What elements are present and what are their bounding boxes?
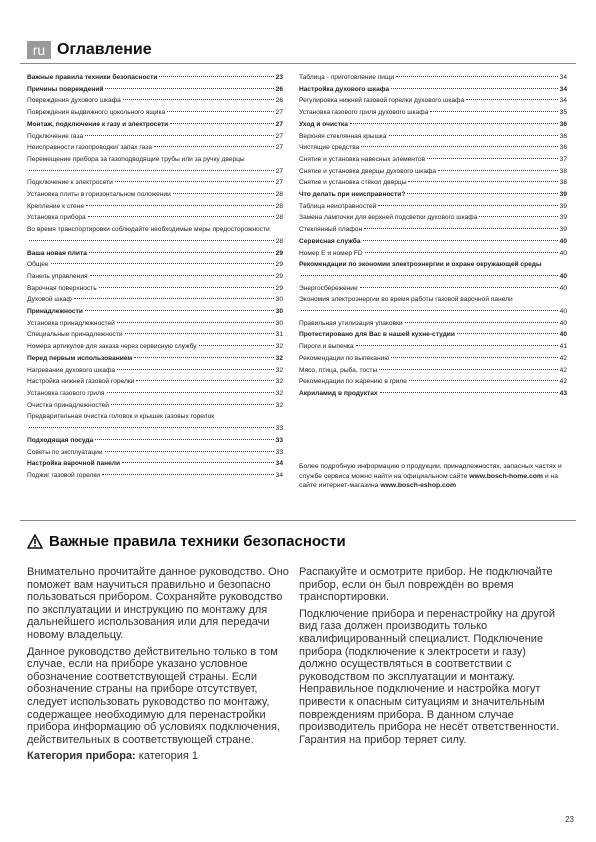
toc-entry[interactable] bbox=[299, 248, 567, 260]
toc-page-number: 32 bbox=[275, 354, 283, 362]
info-note bbox=[299, 462, 567, 491]
toc-leader-dots bbox=[90, 275, 274, 276]
toc-entry[interactable] bbox=[299, 224, 567, 236]
toc-leader-dots bbox=[378, 205, 557, 206]
toc-page-number: 40 bbox=[559, 308, 567, 316]
section-heading bbox=[27, 533, 346, 550]
toc-leader-dots bbox=[360, 287, 558, 288]
toc-page-number: 29 bbox=[275, 249, 283, 257]
toc-left-column bbox=[27, 72, 283, 482]
toc-page-number: 43 bbox=[559, 389, 567, 397]
toc-leader-dots bbox=[466, 99, 558, 100]
toc-leader-dots bbox=[86, 205, 274, 206]
toc-entry-title: Чистящие средства bbox=[299, 144, 360, 152]
toc-entry-title: Причины повреждений bbox=[27, 85, 104, 93]
toc-leader-dots bbox=[107, 392, 274, 393]
toc-entry-title: Снятие и установка стёкол дверцы bbox=[299, 179, 407, 187]
toc-entry-title: Подключение газа bbox=[27, 132, 84, 140]
toc-entry-title: Мясо, птица, рыба, тосты bbox=[299, 366, 378, 374]
toc-page-number: 39 bbox=[559, 202, 567, 210]
toc-entry[interactable] bbox=[299, 84, 567, 96]
toc-leader-dots bbox=[407, 193, 557, 194]
toc-entry-title: Экономия электроэнергии во время работы газовой варочной панели bbox=[299, 296, 513, 304]
toc-page-number: 41 bbox=[559, 343, 567, 351]
toc-entry[interactable] bbox=[27, 283, 283, 295]
toc-entry[interactable] bbox=[27, 189, 283, 201]
toc-leader-dots bbox=[115, 181, 274, 182]
toc-page-number: 32 bbox=[275, 366, 283, 374]
toc-entry[interactable] bbox=[27, 411, 283, 434]
toc-leader-dots bbox=[391, 88, 557, 89]
toc-entry[interactable] bbox=[299, 212, 567, 224]
toc-entry[interactable] bbox=[27, 341, 283, 353]
page-header bbox=[27, 40, 152, 60]
toc-entry-title: Что делать при неисправности? bbox=[299, 191, 406, 199]
toc-entry[interactable] bbox=[27, 470, 283, 482]
toc-entry-title: Подходящая посуда bbox=[27, 436, 94, 444]
toc-entry[interactable] bbox=[299, 107, 567, 119]
toc-entry[interactable] bbox=[27, 271, 283, 283]
toc-leader-dots bbox=[105, 451, 274, 452]
toc-entry-title: Установка принадлежностей bbox=[27, 319, 115, 327]
toc-entry-title: Рекомендации по экономии электроэнергии и охране окружающей среды bbox=[299, 261, 542, 269]
body-left-column bbox=[27, 566, 289, 767]
toc-entry[interactable] bbox=[27, 84, 283, 96]
warning-icon bbox=[27, 534, 43, 549]
toc-entry[interactable] bbox=[27, 435, 283, 447]
toc-page-number: 28 bbox=[275, 191, 283, 199]
toc-page-number: 28 bbox=[275, 214, 283, 222]
toc-leader-dots bbox=[361, 146, 557, 147]
toc-leader-dots bbox=[380, 392, 558, 393]
toc-leader-dots bbox=[136, 380, 273, 381]
toc-entry[interactable] bbox=[27, 131, 283, 143]
toc-entry[interactable] bbox=[27, 376, 283, 388]
toc-page-number: 34 bbox=[559, 97, 567, 105]
toc-leader-dots bbox=[479, 216, 557, 217]
toc-entry[interactable] bbox=[27, 365, 283, 377]
toc-entry[interactable] bbox=[27, 259, 283, 271]
toc-leader-dots bbox=[364, 228, 558, 229]
paragraph: Подключение прибора и перенастройку на другой вид газа должен производить только квалифицированный специалист. Подключение прибора (подключение к электросети и газу) должно осуществляться в соответствии с руководством по эксплуатации и монтажу. Неправильное подключение и настройка могут привести к опасным ситуациям и значительным повреждениям прибора. В данном случае производитель прибора не несёт ответственности. Гарантия на прибор теряет силу. bbox=[299, 607, 560, 746]
toc-leader-dots bbox=[438, 170, 558, 171]
toc-leader-dots bbox=[125, 333, 274, 334]
toc-entry[interactable] bbox=[27, 119, 283, 131]
toc-leader-dots bbox=[365, 252, 558, 253]
toc-entry[interactable] bbox=[299, 341, 567, 353]
category-label: Категория прибора: bbox=[27, 750, 136, 763]
toc-entry[interactable] bbox=[299, 329, 567, 341]
toc-leader-dots bbox=[105, 88, 273, 89]
toc-entry[interactable] bbox=[27, 318, 283, 330]
toc-page-number: 32 bbox=[275, 378, 283, 386]
toc-entry-title: Принадлежности bbox=[27, 308, 83, 316]
toc-page-number: 36 bbox=[559, 120, 567, 128]
toc-entry[interactable] bbox=[27, 248, 283, 260]
toc-entry-title: Варочная поверхность bbox=[27, 284, 97, 292]
toc-page-number: 34 bbox=[275, 471, 283, 479]
toc-entry[interactable] bbox=[27, 447, 283, 459]
toc-page-number: 31 bbox=[275, 331, 283, 339]
toc-entry-title: Перед первым использованием bbox=[27, 354, 133, 362]
toc-entry-title: Сервисная служба bbox=[299, 237, 361, 245]
toc-entry-title: Верхняя стеклянная крышка bbox=[299, 132, 387, 140]
toc-page-number: 40 bbox=[559, 284, 567, 292]
paragraph: Внимательно прочитайте данное руководство. Оно поможет вам научиться правильно и безопасно пользоваться прибором. Сохраняйте руководство по эксплуатации и инструкцию по монтажу для дальнейшего использования или для передачи новому владельцу. bbox=[27, 566, 289, 641]
toc-entry-title: Специальные принадлежности bbox=[27, 331, 123, 339]
toc-leader-dots bbox=[88, 216, 274, 217]
toc-leader-dots bbox=[154, 146, 274, 147]
toc-leader-dots bbox=[95, 439, 273, 440]
toc-leader-dots bbox=[74, 298, 274, 299]
toc-leader-dots bbox=[356, 345, 558, 346]
toc-entry-title: Во время транспортировки соблюдайте необходимые меры предосторожности bbox=[27, 226, 270, 234]
toc-page-number: 27 bbox=[275, 144, 283, 152]
toc-entry-title: Правильная утилизация упаковки bbox=[299, 319, 403, 327]
toc-entry-title: Настройка духового шкафа bbox=[299, 85, 390, 93]
toc-entry[interactable] bbox=[299, 353, 567, 365]
toc-entry[interactable] bbox=[299, 131, 567, 143]
toc-entry-title: Стеклянный плафон bbox=[299, 226, 363, 234]
toc-entry-title: Крепление к стене bbox=[27, 202, 85, 210]
toc-entry-title: Протестировано для Вас в нашей кухне-студии bbox=[299, 331, 455, 339]
toc-page-number: 40 bbox=[559, 249, 567, 257]
toc-entry[interactable] bbox=[27, 142, 283, 154]
toc-entry[interactable] bbox=[27, 294, 283, 306]
toc-entry-title: Энергосбережение bbox=[299, 284, 358, 292]
toc-entry-title: Монтаж, подключение к газу и электросети bbox=[27, 120, 169, 128]
toc-entry-title: Настройка варочной панели bbox=[27, 460, 121, 468]
toc-entry-title: Регулировка нижней газовой горелки духового шкафа bbox=[299, 97, 465, 105]
toc-entry-title: Ваша новая плита bbox=[27, 249, 87, 257]
toc-leader-dots bbox=[85, 310, 274, 311]
toc-page-number: 28 bbox=[275, 202, 283, 210]
toc-leader-dots bbox=[122, 462, 274, 463]
toc-leader-dots bbox=[89, 252, 274, 253]
toc-entry-title: Таблица неисправностей bbox=[299, 202, 377, 210]
toc-page-number: 27 bbox=[275, 179, 283, 187]
toc-page-number: 26 bbox=[275, 85, 283, 93]
toc-page-number: 34 bbox=[275, 460, 283, 468]
toc-leader-dots bbox=[405, 322, 558, 323]
toc-leader-dots bbox=[29, 427, 274, 428]
toc-page-number: 40 bbox=[559, 331, 567, 339]
toc-entry[interactable] bbox=[299, 376, 567, 388]
toc-leader-dots bbox=[170, 123, 273, 124]
toc-entry-title: Рекомендации по выпеканию bbox=[299, 354, 390, 362]
toc-entry[interactable] bbox=[299, 318, 567, 330]
toc-leader-dots bbox=[391, 357, 557, 358]
toc-page-number: 32 bbox=[275, 389, 283, 397]
toc-entry[interactable] bbox=[27, 388, 283, 400]
toc-page-number: 35 bbox=[559, 109, 567, 117]
category-line bbox=[27, 750, 289, 763]
toc-page-number: 33 bbox=[275, 448, 283, 456]
toc-leader-dots bbox=[396, 76, 558, 77]
toc-leader-dots bbox=[102, 474, 274, 475]
toc-leader-dots bbox=[111, 404, 274, 405]
toc-entry-title: Духовой шкаф bbox=[27, 296, 72, 304]
section-divider bbox=[20, 520, 576, 521]
toc-entry[interactable] bbox=[299, 72, 567, 84]
toc-entry-title: Предварительная очистка головок и крышек газовых горелок bbox=[27, 413, 215, 421]
toc-entry-title: Акриламид в продуктах bbox=[299, 389, 378, 397]
toc-entry[interactable] bbox=[27, 107, 283, 119]
toc-entry-title: Таблица - приготовление пищи bbox=[299, 74, 395, 81]
toc-entry-title: Панель управления bbox=[27, 272, 88, 280]
toc-entry[interactable] bbox=[27, 224, 283, 247]
toc-entry-title: Повреждения выдвижного цокольного ящика bbox=[27, 109, 166, 117]
toc-page-number: 29 bbox=[275, 261, 283, 269]
toc-page-number: 40 bbox=[559, 272, 567, 280]
toc-entry-title: Снятие и установка навесных элементов bbox=[299, 155, 426, 163]
toc-page-number: 34 bbox=[559, 74, 567, 81]
toc-page-number: 32 bbox=[275, 401, 283, 409]
toc-page-number: 39 bbox=[559, 226, 567, 234]
toc-page-number: 29 bbox=[275, 284, 283, 292]
toc-entry-title: Снятие и установка дверцы духового шкафа bbox=[299, 167, 437, 175]
toc-entry-title: Подключение к электросети bbox=[27, 179, 113, 187]
toc-entry[interactable] bbox=[299, 95, 567, 107]
toc-page-number: 34 bbox=[559, 85, 567, 93]
toc-page-number: 38 bbox=[559, 179, 567, 187]
toc-page-number: 33 bbox=[275, 436, 283, 444]
toc-entry-title: Установка прибора bbox=[27, 214, 86, 222]
toc-entry-title: Установка газового гриля духового шкафа bbox=[299, 109, 429, 117]
toc-entry[interactable] bbox=[299, 201, 567, 213]
toc-leader-dots bbox=[199, 345, 274, 346]
toc-entry-title: Уход и очистка bbox=[299, 120, 348, 128]
toc-entry[interactable] bbox=[299, 189, 567, 201]
toc-page-number: 30 bbox=[275, 319, 283, 327]
toc-page-number: 23 bbox=[275, 74, 283, 81]
toc-entry[interactable] bbox=[27, 154, 283, 177]
toc-page-number: 37 bbox=[559, 155, 567, 163]
toc-page-number: 40 bbox=[559, 237, 567, 245]
toc-page-number: 30 bbox=[275, 296, 283, 304]
toc-page-number: 32 bbox=[275, 343, 283, 351]
page-title: Оглавление bbox=[57, 41, 152, 58]
toc-entry[interactable] bbox=[299, 236, 567, 248]
toc-entry-title: Перемещение прибора за газоподводящие трубы или за ручку дверцы bbox=[27, 155, 245, 163]
toc-page-number: 28 bbox=[275, 237, 283, 245]
toc-entry[interactable] bbox=[299, 259, 567, 282]
toc-entry-title: Установка плиты в горизонтальном положении bbox=[27, 191, 171, 199]
toc-entry-title: Рекомендации по жарению в гриле bbox=[299, 378, 407, 386]
toc-entry-title: Номер E и номер FD bbox=[299, 249, 363, 257]
toc-entry-title: Настройка нижней газовой горелки bbox=[27, 378, 135, 386]
toc-page-number: 42 bbox=[559, 378, 567, 386]
toc-page-number: 38 bbox=[559, 167, 567, 175]
toc-entry[interactable] bbox=[299, 388, 567, 400]
toc-page-number: 40 bbox=[559, 319, 567, 327]
toc-leader-dots bbox=[85, 135, 273, 136]
toc-entry-title: Установка газового гриля bbox=[27, 389, 105, 397]
language-badge: ru bbox=[27, 41, 51, 59]
toc-leader-dots bbox=[350, 123, 558, 124]
toc-leader-dots bbox=[389, 135, 558, 136]
toc-page-number: 27 bbox=[275, 132, 283, 140]
toc-page-number: 26 bbox=[275, 97, 283, 105]
toc-entry-title: Очистка принадлежностей bbox=[27, 401, 109, 409]
toc-leader-dots bbox=[173, 193, 274, 194]
toc-leader-dots bbox=[430, 111, 557, 112]
toc-leader-dots bbox=[134, 357, 273, 358]
page-number: 23 bbox=[565, 815, 574, 824]
paragraph: Данное руководство действительно только в том случае, если на приборе указано условное обозначение соответствующей страны. Если обозначение страны на приборе отсутствует, следует использовать руководство по монтажу, содержащее необходимую для перенастройки прибора информацию об условиях подключения, действительных в соответствующей стране. bbox=[27, 645, 281, 746]
toc-leader-dots bbox=[117, 322, 274, 323]
toc-leader-dots bbox=[457, 333, 558, 334]
toc-page-number: 33 bbox=[275, 425, 283, 433]
toc-entry-title: Неисправности газопроводки/ запах газа bbox=[27, 144, 152, 152]
toc-entry[interactable] bbox=[27, 353, 283, 365]
toc-entry[interactable] bbox=[27, 212, 283, 224]
toc-page-number: 27 bbox=[275, 109, 283, 117]
toc-page-number: 36 bbox=[559, 132, 567, 140]
toc-entry[interactable] bbox=[299, 365, 567, 377]
info-text-2: и на сайте интернет-магазина bbox=[299, 472, 559, 489]
eshop-link[interactable]: www.bosch-eshop.com bbox=[380, 482, 456, 489]
body-right-column bbox=[299, 566, 561, 750]
toc-entry[interactable] bbox=[27, 201, 283, 213]
toc-leader-dots bbox=[301, 275, 558, 276]
toc-leader-dots bbox=[51, 263, 274, 264]
toc-leader-dots bbox=[409, 380, 558, 381]
toc-leader-dots bbox=[408, 181, 557, 182]
toc-entry-title: Советы по эксплуатации bbox=[27, 448, 103, 456]
toc-right-column bbox=[299, 72, 567, 400]
toc-page-number: 42 bbox=[559, 366, 567, 374]
toc-entry[interactable] bbox=[299, 177, 567, 189]
toc-page-number: 30 bbox=[275, 308, 283, 316]
section-title: Важные правила техники безопасности bbox=[49, 533, 346, 550]
website-link[interactable]: www.bosch-home.com bbox=[469, 472, 543, 480]
toc-entry-title: Важные правила техники безопасности bbox=[27, 74, 158, 81]
toc-entry[interactable] bbox=[299, 142, 567, 154]
toc-page-number: 27 bbox=[275, 167, 283, 175]
toc-page-number: 42 bbox=[559, 354, 567, 362]
toc-entry[interactable] bbox=[299, 154, 567, 166]
toc-leader-dots bbox=[301, 310, 558, 311]
toc-leader-dots bbox=[29, 170, 274, 171]
toc-entry[interactable] bbox=[27, 72, 283, 84]
toc-entry[interactable] bbox=[299, 283, 567, 295]
toc-page-number: 36 bbox=[559, 144, 567, 152]
toc-entry-title: Замена лампочки для верхней подсветки духового шкафа bbox=[299, 214, 478, 222]
toc-entry-title: Пироги и выпечка bbox=[299, 343, 354, 351]
toc-entry[interactable] bbox=[27, 400, 283, 412]
info-text-1: Более подробную информацию о продукции, принадлежностях, запасных частях и службе сервиса можно найти на официальном сайте bbox=[299, 463, 562, 480]
toc-leader-dots bbox=[99, 287, 274, 288]
toc-entry[interactable] bbox=[299, 294, 567, 317]
toc-leader-dots bbox=[29, 240, 274, 241]
toc-entry[interactable] bbox=[27, 329, 283, 341]
toc-leader-dots bbox=[167, 111, 274, 112]
toc-entry[interactable] bbox=[27, 306, 283, 318]
toc-leader-dots bbox=[379, 369, 557, 370]
category-value: категория 1 bbox=[135, 750, 199, 763]
toc-entry[interactable] bbox=[299, 166, 567, 178]
toc-page-number: 29 bbox=[275, 272, 283, 280]
toc-leader-dots bbox=[117, 369, 274, 370]
toc-leader-dots bbox=[123, 99, 274, 100]
toc-entry-title: Поджиг газовой горелки bbox=[27, 471, 100, 479]
toc-page-number: 39 bbox=[559, 191, 567, 199]
toc-leader-dots bbox=[427, 158, 558, 159]
toc-entry-title: Номера артикулов для заказа через сервисную службу bbox=[27, 343, 197, 351]
toc-entry-title: Повреждения духового шкафа bbox=[27, 97, 121, 105]
toc-page-number: 39 bbox=[559, 214, 567, 222]
header-divider bbox=[20, 63, 576, 64]
toc-page-number: 27 bbox=[275, 120, 283, 128]
toc-leader-dots bbox=[363, 240, 558, 241]
toc-entry-title: Нагревание духового шкафа bbox=[27, 366, 116, 374]
toc-leader-dots bbox=[159, 76, 273, 77]
toc-entry-title: Общее bbox=[27, 261, 49, 269]
toc-entry[interactable] bbox=[27, 95, 283, 107]
toc-entry[interactable] bbox=[299, 119, 567, 131]
toc-entry[interactable] bbox=[27, 458, 283, 470]
paragraph: Распакуйте и осмотрите прибор. Не подключайте прибор, если он был повреждён во время транспортировки. bbox=[299, 566, 553, 604]
toc-entry[interactable] bbox=[27, 177, 283, 189]
